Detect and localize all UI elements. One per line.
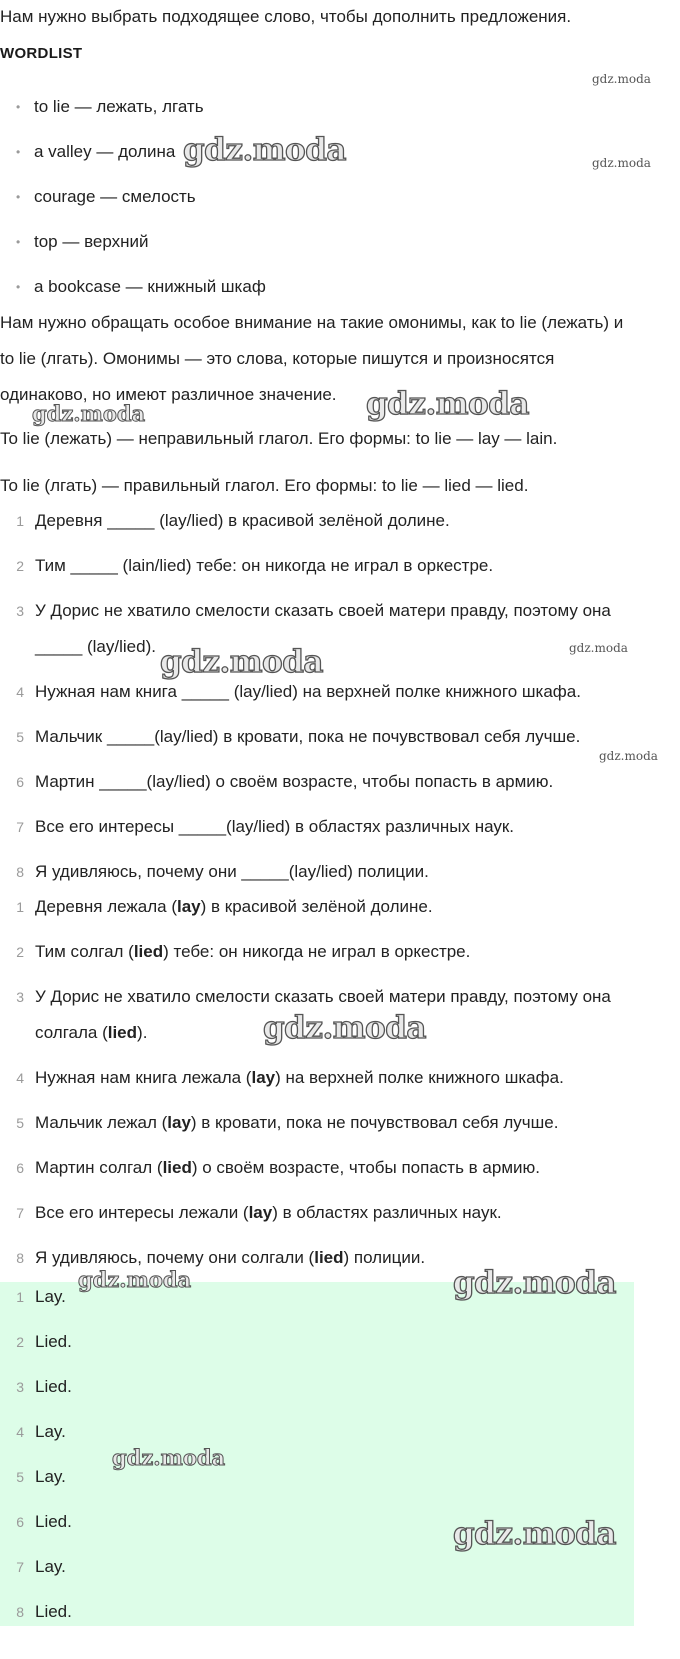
item-number: 5	[16, 1469, 24, 1485]
exercise-item: Тим _____ (lain/lied) тебе: он никогда не играл в оркестре.	[35, 556, 494, 575]
item-number: 7	[16, 819, 24, 835]
item-number: 8	[16, 1604, 24, 1620]
answer-item: Lied.	[35, 1332, 72, 1351]
bullet-icon: •	[16, 190, 21, 204]
bullet-icon: •	[16, 145, 21, 159]
watermark-logo: gdz.moda	[366, 386, 529, 422]
exercise-item: Нужная нам книга _____ (lay/lied) на верхней полке книжного шкафа.	[35, 682, 581, 701]
item-number: 2	[16, 944, 24, 960]
list-item: courage — смелость	[34, 187, 196, 206]
item-number: 1	[16, 899, 24, 915]
item-number: 8	[16, 864, 24, 880]
filled-item	[35, 1247, 425, 1269]
exercise-item: Мартин _____(lay/lied) о своём возрасте, чтобы попасть в армию.	[35, 772, 554, 791]
answer-item: Lay.	[35, 1557, 66, 1576]
filled-text: Мальчик лежал (	[35, 1113, 168, 1132]
filled-text: Мартин солгал (	[35, 1158, 163, 1177]
watermark-logo: gdz.moda	[592, 72, 651, 86]
answers-panel	[0, 1282, 634, 1626]
filled-item: У Дорис не хватило смелости сказать своей матери правду, поэтому она	[35, 987, 611, 1006]
watermark-logo: gdz.moda	[263, 1010, 426, 1046]
answer-item: Lied.	[35, 1602, 72, 1621]
watermark-logo: gdz.moda	[599, 749, 658, 763]
watermark-logo: gdz.moda	[112, 1445, 226, 1470]
filled-item	[35, 1067, 564, 1089]
bullet-icon: •	[16, 100, 21, 114]
answer-item: Lied.	[35, 1512, 72, 1531]
watermark-logo: gdz.moda	[160, 644, 323, 680]
item-number: 3	[16, 603, 24, 619]
item-number: 3	[16, 989, 24, 1005]
rule-irregular: To lie (лежать) — неправильный глагол. Его формы: to lie — lay — lain.	[0, 429, 558, 448]
bullet-icon: •	[16, 280, 21, 294]
filled-text: Я удивляюсь, почему они солгали (	[35, 1248, 315, 1267]
filled-text: Все его интересы лежали (	[35, 1203, 249, 1222]
item-number: 4	[16, 684, 24, 700]
filled-text: ) полиции.	[343, 1248, 426, 1267]
explanation-line: Нам нужно обращать особое внимание на такие омонимы, как to lie (лежать) и	[0, 313, 624, 332]
filled-text: ).	[137, 1023, 148, 1042]
item-number: 5	[16, 1115, 24, 1131]
item-number: 7	[16, 1559, 24, 1575]
exercise-item: Мальчик _____(lay/lied) в кровати, пока не почувствовал себя лучше.	[35, 727, 581, 746]
answer-word: lied	[133, 942, 164, 961]
filled-item	[35, 1112, 558, 1134]
item-number: 7	[16, 1205, 24, 1221]
answer-word: lied	[162, 1158, 192, 1177]
list-item: a valley — долина	[34, 142, 176, 161]
item-number: 6	[16, 1160, 24, 1176]
filled-text: солгала (	[35, 1023, 108, 1042]
explanation-line: to lie (лгать). Омонимы — это слова, которые пишутся и произносятся	[0, 349, 555, 368]
list-item: a bookcase — книжный шкаф	[34, 277, 266, 296]
exercise-item: У Дорис не хватило смелости сказать своей матери правду, поэтому она	[35, 601, 611, 620]
watermark-logo: gdz.moda	[569, 641, 628, 655]
exercise-item-continued: _____ (lay/lied).	[35, 637, 156, 656]
intro-text: Нам нужно выбрать подходящее слово, чтобы дополнить предложения.	[0, 7, 572, 26]
item-number: 2	[16, 1334, 24, 1350]
wordlist-heading: WORDLIST	[0, 45, 83, 62]
item-number: 4	[16, 1070, 24, 1086]
exercise-item: Я удивляюсь, почему они _____(lay/lied) полиции.	[35, 862, 429, 881]
answer-word: lay	[177, 897, 201, 916]
watermark-logo: gdz.moda	[592, 156, 651, 170]
item-number: 1	[16, 1289, 24, 1305]
filled-text: Нужная нам книга лежала (	[35, 1068, 252, 1087]
answer-word: lay	[251, 1068, 276, 1087]
exercise-item: Все его интересы _____(lay/lied) в областях различных наук.	[35, 817, 515, 836]
watermark-logo: gdz.moda	[183, 132, 346, 168]
answer-word: lay	[167, 1113, 191, 1132]
watermark-logo: gdz.moda	[453, 1265, 616, 1301]
filled-text: ) тебе: он никогда не играл в оркестре.	[163, 942, 471, 961]
filled-text: Тим солгал (	[35, 942, 134, 961]
filled-text: ) о своём возрасте, чтобы попасть в армию.	[191, 1158, 540, 1177]
answer-item: Lay.	[35, 1467, 66, 1486]
answer-word: lay	[248, 1203, 273, 1222]
item-number: 5	[16, 729, 24, 745]
explanation-line: одинаково, но имеют различное значение.	[0, 385, 337, 404]
bullet-icon: •	[16, 235, 21, 249]
filled-item	[35, 896, 433, 918]
filled-text: ) в красивой зелёной долине.	[200, 897, 433, 916]
filled-item-continued	[35, 1022, 147, 1044]
answer-word: lied	[107, 1023, 138, 1042]
item-number: 8	[16, 1250, 24, 1266]
watermark-logo: gdz.moda	[78, 1267, 192, 1292]
rule-regular: To lie (лгать) — правильный глагол. Его формы: to lie — lied — lied.	[0, 476, 529, 495]
answer-word: lied	[314, 1248, 344, 1267]
item-number: 2	[16, 558, 24, 574]
filled-text: ) на верхней полке книжного шкафа.	[275, 1068, 564, 1087]
filled-text: ) в областях различных наук.	[272, 1203, 502, 1222]
answer-item: Lied.	[35, 1377, 72, 1396]
list-item: top — верхний	[34, 232, 149, 251]
answer-item: Lay.	[35, 1287, 66, 1306]
item-number: 6	[16, 774, 24, 790]
filled-text: ) в кровати, пока не почувствовал себя лучше.	[190, 1113, 559, 1132]
watermark-logo: gdz.moda	[453, 1516, 616, 1552]
filled-item	[35, 1202, 502, 1224]
exercise-item: Деревня _____ (lay/lied) в красивой зелёной долине.	[35, 511, 450, 530]
answer-item: Lay.	[35, 1422, 66, 1441]
item-number: 6	[16, 1514, 24, 1530]
item-number: 4	[16, 1424, 24, 1440]
filled-item	[35, 1157, 540, 1179]
list-item: to lie — лежать, лгать	[34, 97, 204, 116]
item-number: 3	[16, 1379, 24, 1395]
filled-text: Деревня лежала (	[35, 897, 177, 916]
item-number: 1	[16, 513, 24, 529]
watermark-logo: gdz.moda	[32, 401, 146, 426]
filled-item	[35, 941, 470, 963]
